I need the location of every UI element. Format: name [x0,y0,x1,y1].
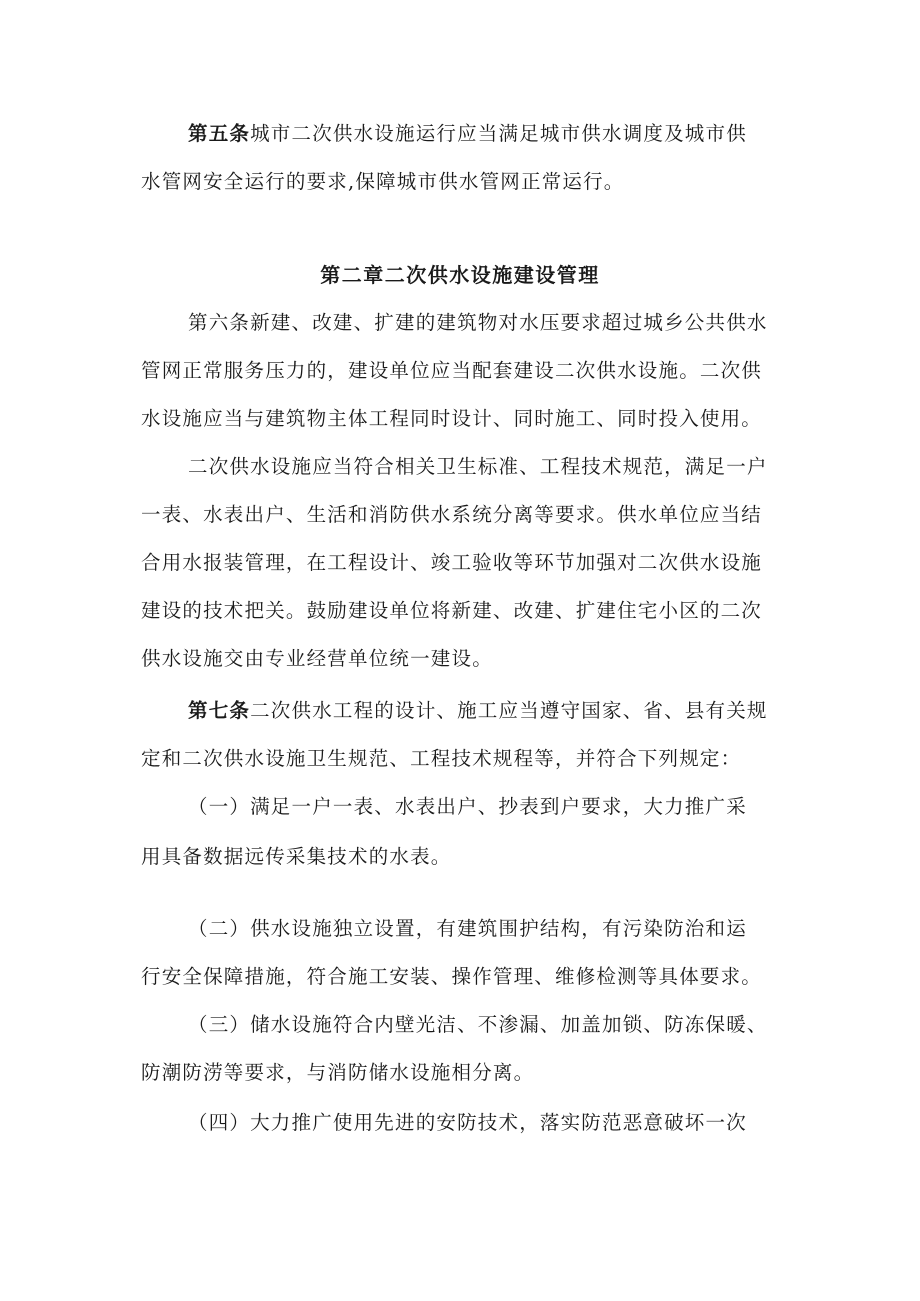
item4-line1: （四）大力推广使用先进的安防技术，落实防范恶意破坏一次 [188,1111,747,1134]
article6-p2-line4: 建设的技术把关。鼓励建设单位将新建、改建、扩建住宅小区的二次 [141,599,763,622]
article5-line1 [188,122,747,146]
article6-line2: 管网正常服务压力的，建设单位应当配套建设二次供水设施。二次供 [141,359,763,382]
article6-line1: 第六条新建、改建、扩建的建筑物对水压要求超过城乡公共供水 [188,311,768,334]
article7-label: 第七条 [188,699,251,722]
article7-line1 [188,699,768,723]
item1-line2: 用具备数据远传采集技术的水表。 [141,845,452,868]
article6-p2-line5: 供水设施交由专业经营单位统一建设。 [141,647,493,670]
article5-text1: 城市二次供水设施运行应当满足城市供水调度及城市供 [250,122,747,145]
article7-line2: 定和二次供水设施卫生规范、工程技术规程等，并符合下列规定： [141,747,742,770]
article5-label: 第五条 [188,122,251,145]
item2-line2: 行安全保障措施，符合施工安装、操作管理、维修检测等具体要求。 [141,965,763,988]
item1-line1: （一）满足一户一表、水表出户、抄表到户要求，大力推广采 [188,795,747,818]
article7-text1: 二次供水工程的设计、施工应当遵守国家、省、县有关规 [250,699,768,722]
item3-line2: 防潮防涝等要求，与消防储水设施相分离。 [141,1061,535,1084]
chapter-heading: 第二章二次供水设施建设管理 [320,263,600,287]
item3-line1: （三）储水设施符合内壁光洁、不渗漏、加盖加锁、防冻保暖、 [188,1013,768,1036]
article6-p2-line3: 合用水报装管理，在工程设计、竣工验收等环节加强对二次供水设施 [141,551,763,574]
article5-line2: 水管网安全运行的要求,保障城市供水管网正常运行。 [141,170,625,193]
article6-p2-line2: 一表、水表出户、生活和消防供水系统分离等要求。供水单位应当结 [141,503,763,526]
article6-line3: 水设施应当与建筑物主体工程同时设计、同时施工、同时投入使用。 [141,407,763,430]
item2-line1: （二）供水设施独立设置，有建筑围护结构，有污染防治和运 [188,917,747,940]
article6-p2-line1: 二次供水设施应当符合相关卫生标准、工程技术规范，满足一户 [188,455,768,478]
